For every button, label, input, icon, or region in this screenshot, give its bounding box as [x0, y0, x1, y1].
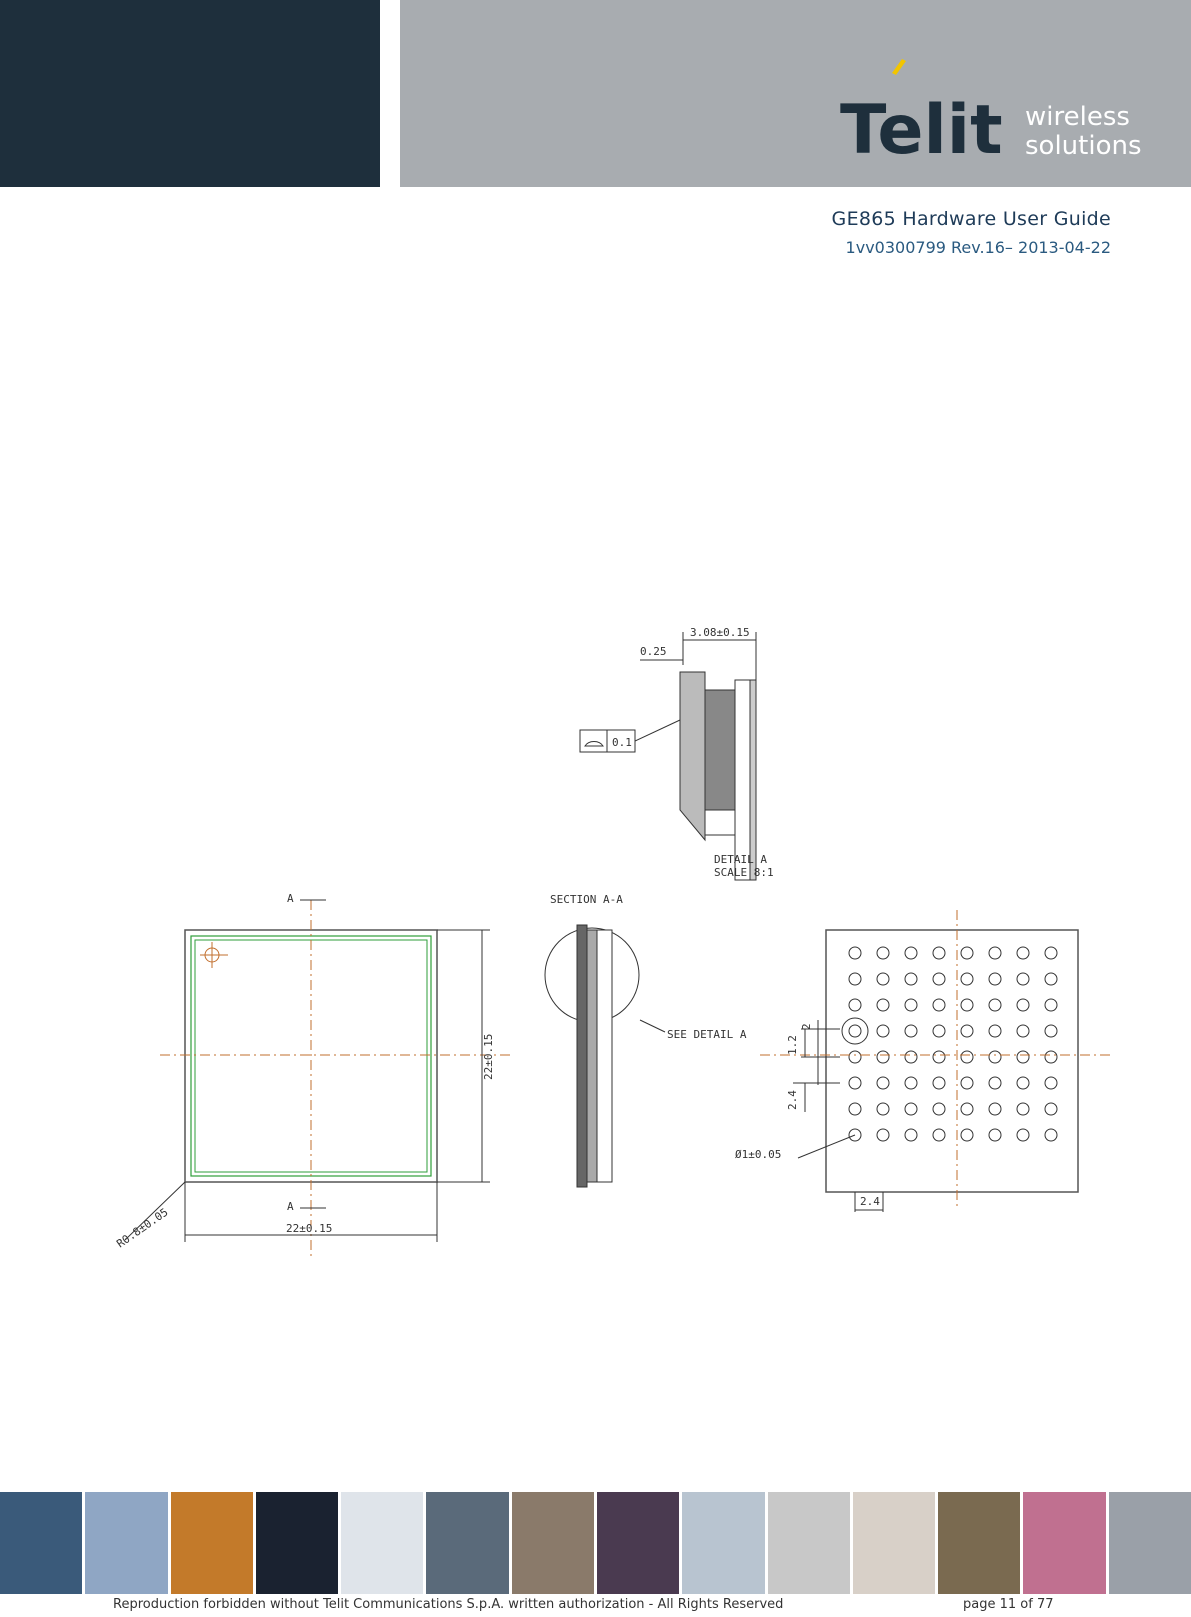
footer-photo-strip: [0, 1492, 1191, 1594]
solder-ball: [961, 999, 973, 1011]
pitch-label-1: 1.2: [786, 1035, 799, 1055]
detail-caption: DETAIL A: [714, 853, 767, 866]
corner-radius-label: R0.8±0.05: [114, 1205, 171, 1251]
logo-brand: Telit: [840, 91, 1003, 165]
footer-photo: [853, 1492, 935, 1594]
horizontal-pitch-label: 2.4: [860, 1195, 880, 1208]
solder-ball: [961, 1103, 973, 1115]
height-dimension: 22±0.15: [482, 1033, 495, 1080]
solder-ball: [877, 1051, 889, 1063]
solder-ball: [961, 1025, 973, 1037]
solder-ball: [989, 1129, 1001, 1141]
solder-ball: [877, 1129, 889, 1141]
footer-photo: [171, 1492, 253, 1594]
solder-ball: [933, 999, 945, 1011]
solder-ball: [1017, 1051, 1029, 1063]
logo-tagline-1: wireless: [1025, 102, 1130, 132]
solder-ball: [849, 973, 861, 985]
solder-ball: [933, 1077, 945, 1089]
footer-photo: [682, 1492, 764, 1594]
top-view: [114, 892, 510, 1260]
document-title: GE865 Hardware User Guide: [831, 208, 1111, 230]
pin1-marker-ring: [842, 1018, 868, 1044]
solder-ball: [989, 1025, 1001, 1037]
solder-ball: [1045, 1129, 1057, 1141]
solder-ball: [905, 1103, 917, 1115]
footer-photo: [1109, 1492, 1191, 1594]
solder-ball: [849, 1051, 861, 1063]
solder-ball: [933, 1025, 945, 1037]
solder-ball: [905, 1129, 917, 1141]
solder-ball: [849, 1025, 861, 1037]
solder-ball: [989, 973, 1001, 985]
see-detail-label: SEE DETAIL A: [667, 1028, 747, 1041]
section-view: [545, 893, 747, 1187]
solder-ball: [905, 947, 917, 959]
solder-ball: [1017, 1103, 1029, 1115]
solder-ball: [989, 1051, 1001, 1063]
solder-ball: [961, 1129, 973, 1141]
solder-ball: [961, 947, 973, 959]
solder-ball: [1045, 1077, 1057, 1089]
bottom-view: [735, 910, 1110, 1212]
solder-ball: [933, 1129, 945, 1141]
solder-ball: [877, 1025, 889, 1037]
solder-ball: [989, 947, 1001, 959]
page-number: page 11 of 77: [963, 1597, 1054, 1612]
solder-ball: [933, 1103, 945, 1115]
detail-thickness-label: 3.08±0.15: [690, 626, 750, 639]
ball-diameter-label: Ø1±0.05: [735, 1148, 782, 1161]
footer-photo: [256, 1492, 338, 1594]
solder-ball: [961, 973, 973, 985]
detail-offset-label: 0.25: [640, 645, 667, 658]
document-revision: 1vv0300799 Rev.16– 2013-04-22: [845, 238, 1111, 257]
footer-photo: [768, 1492, 850, 1594]
solder-ball: [849, 1077, 861, 1089]
pitch-label-3: 2.4: [786, 1090, 799, 1110]
solder-ball: [1017, 1077, 1029, 1089]
solder-ball: [1017, 1025, 1029, 1037]
solder-ball: [1017, 999, 1029, 1011]
footer-photo: [341, 1492, 423, 1594]
footer-photo: [0, 1492, 82, 1594]
footer-photo: [512, 1492, 594, 1594]
solder-ball: [877, 947, 889, 959]
cut-label-top: A: [287, 892, 294, 905]
solder-ball: [989, 1077, 1001, 1089]
detail-scale: SCALE 8:1: [714, 866, 774, 879]
footer-photo: [597, 1492, 679, 1594]
solder-ball: [905, 1077, 917, 1089]
solder-ball: [961, 1051, 973, 1063]
solder-ball: [961, 1077, 973, 1089]
solder-ball: [877, 1103, 889, 1115]
solder-ball: [1045, 1103, 1057, 1115]
header-dark-panel: [0, 0, 380, 187]
section-label: SECTION A-A: [550, 893, 623, 906]
mechanical-drawing: [0, 620, 1191, 1270]
solder-ball: [1045, 1025, 1057, 1037]
solder-ball: [905, 999, 917, 1011]
solder-ball: [989, 1103, 1001, 1115]
solder-ball: [1045, 999, 1057, 1011]
width-dimension: 22±0.15: [286, 1222, 333, 1235]
pitch-label-2: 2: [800, 1023, 813, 1030]
solder-ball: [933, 1051, 945, 1063]
footer-photo: [938, 1492, 1020, 1594]
solder-ball: [933, 973, 945, 985]
solder-ball: [1045, 1051, 1057, 1063]
solder-ball: [1045, 973, 1057, 985]
cut-label-bottom: A: [287, 1200, 294, 1213]
solder-ball: [877, 999, 889, 1011]
solder-ball: [1017, 947, 1029, 959]
detail-a-view: [580, 626, 774, 880]
solder-ball: [849, 947, 861, 959]
solder-ball: [905, 1025, 917, 1037]
footer-photo: [1023, 1492, 1105, 1594]
solder-ball: [1045, 947, 1057, 959]
solder-ball: [877, 1077, 889, 1089]
solder-ball: [1017, 973, 1029, 985]
solder-ball: [989, 999, 1001, 1011]
telit-logo: [840, 55, 1170, 165]
copyright-notice: Reproduction forbidden without Telit Communications S.p.A. written authorization - All Rights Reserved: [113, 1597, 784, 1612]
footer-photo: [85, 1492, 167, 1594]
solder-ball: [1017, 1129, 1029, 1141]
logo-accent-mark: [892, 59, 906, 75]
solder-ball: [849, 999, 861, 1011]
solder-ball: [905, 973, 917, 985]
solder-ball: [905, 1051, 917, 1063]
logo-tagline-2: solutions: [1025, 131, 1142, 161]
solder-ball: [849, 1103, 861, 1115]
solder-ball: [933, 947, 945, 959]
footer-photo: [426, 1492, 508, 1594]
solder-ball: [877, 973, 889, 985]
ball-grid: [842, 947, 1057, 1141]
detail-flatness-label: 0.1: [612, 736, 632, 749]
